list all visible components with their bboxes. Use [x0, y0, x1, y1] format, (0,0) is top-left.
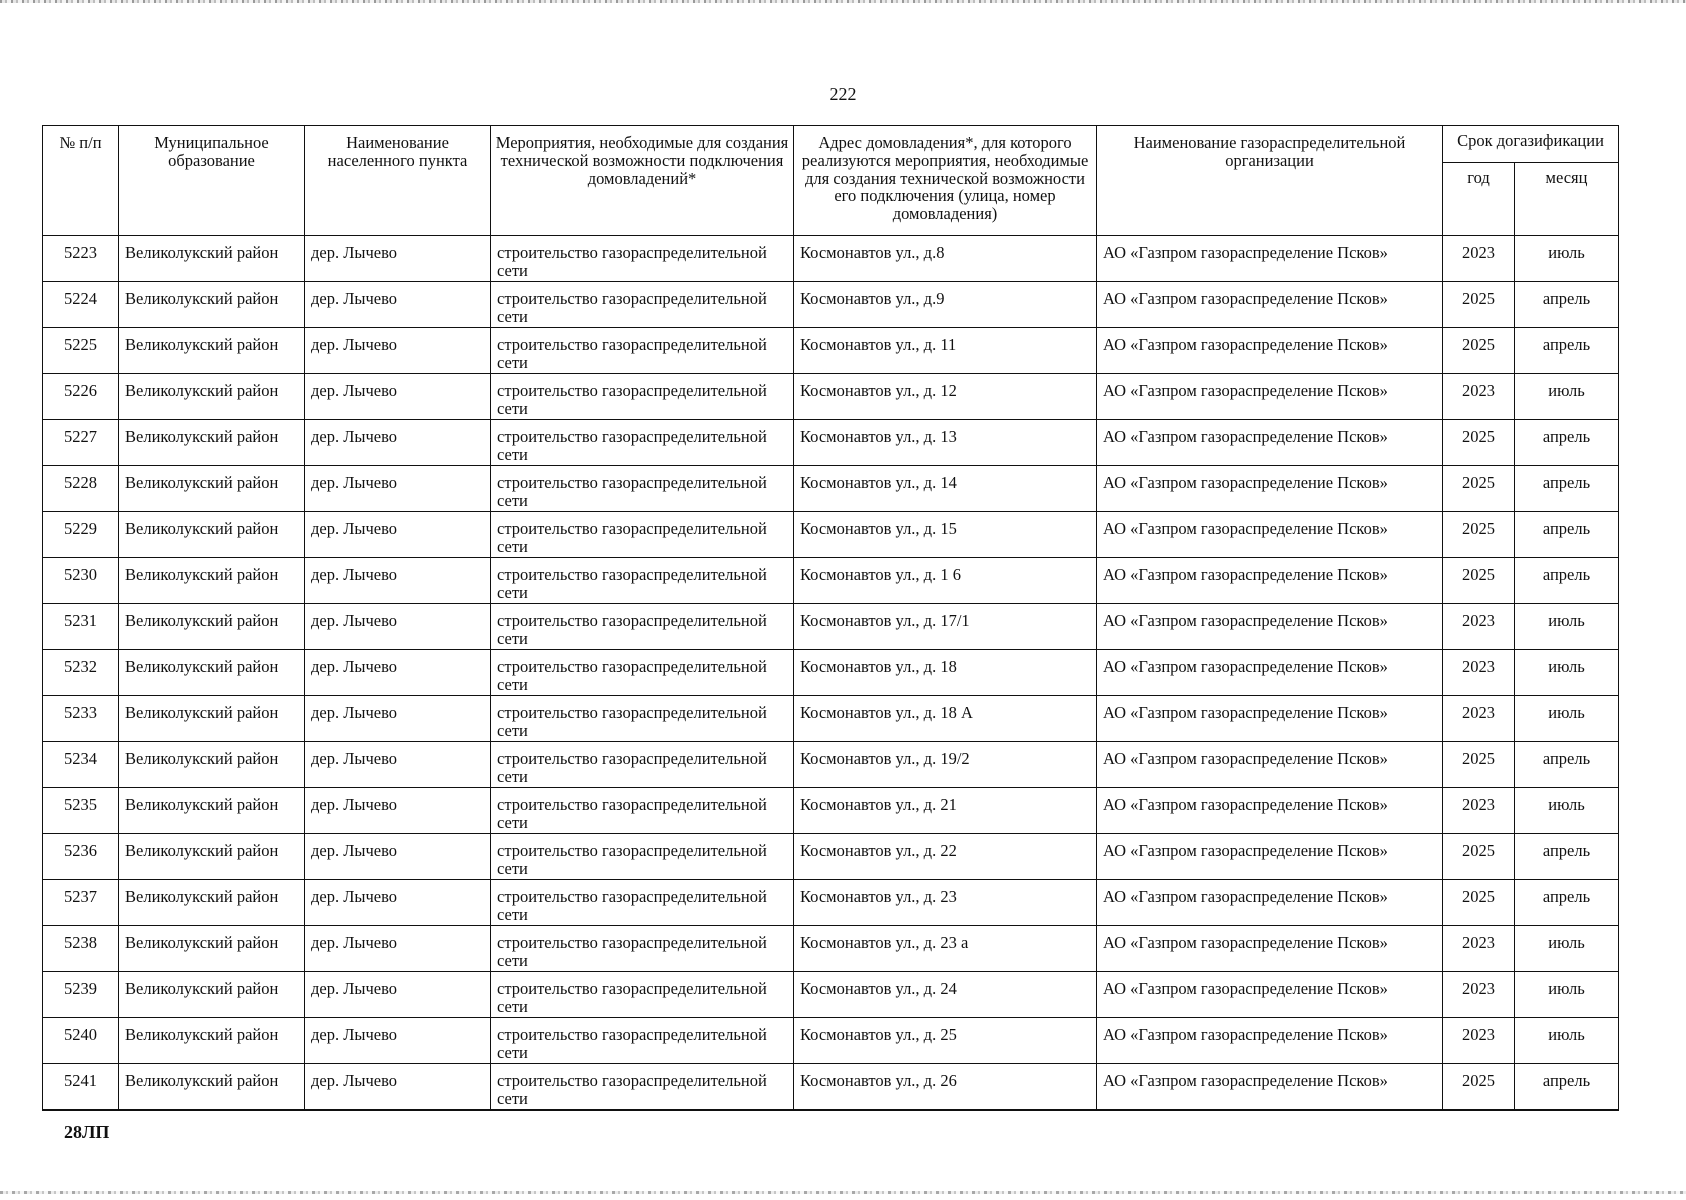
cell-municipality: Великолукский район — [119, 880, 305, 926]
cell-month: апрель — [1515, 880, 1619, 926]
cell-org: АО «Газпром газораспределение Псков» — [1097, 926, 1443, 972]
cell-year: 2025 — [1443, 512, 1515, 558]
cell-municipality: Великолукский район — [119, 834, 305, 880]
cell-settlement: дер. Лычево — [305, 604, 491, 650]
cell-address: Космонавтов ул., д.8 — [794, 236, 1097, 282]
cell-month: июль — [1515, 696, 1619, 742]
header-org: Наименование газораспределительной организации — [1097, 126, 1443, 236]
cell-num: 5231 — [43, 604, 119, 650]
header-row — [43, 126, 1619, 163]
cell-measure: строительство газораспределительной сети — [491, 236, 794, 282]
table-row — [43, 374, 1619, 420]
cell-settlement: дер. Лычево — [305, 1018, 491, 1064]
cell-month: апрель — [1515, 512, 1619, 558]
cell-municipality: Великолукский район — [119, 604, 305, 650]
cell-measure: строительство газораспределительной сети — [491, 650, 794, 696]
cell-year: 2023 — [1443, 972, 1515, 1018]
cell-settlement: дер. Лычево — [305, 466, 491, 512]
cell-num: 5236 — [43, 834, 119, 880]
table-row — [43, 512, 1619, 558]
cell-month: апрель — [1515, 558, 1619, 604]
header-num: № п/п — [43, 126, 119, 236]
cell-address: Космонавтов ул., д. 22 — [794, 834, 1097, 880]
cell-settlement: дер. Лычево — [305, 420, 491, 466]
table-row — [43, 1018, 1619, 1064]
table-row — [43, 1064, 1619, 1111]
cell-year: 2023 — [1443, 650, 1515, 696]
header-year: год — [1443, 163, 1515, 236]
cell-org: АО «Газпром газораспределение Псков» — [1097, 696, 1443, 742]
cell-measure: строительство газораспределительной сети — [491, 374, 794, 420]
cell-municipality: Великолукский район — [119, 558, 305, 604]
cell-year: 2023 — [1443, 788, 1515, 834]
table-row — [43, 282, 1619, 328]
table-row — [43, 742, 1619, 788]
cell-org: АО «Газпром газораспределение Псков» — [1097, 282, 1443, 328]
cell-org: АО «Газпром газораспределение Псков» — [1097, 604, 1443, 650]
cell-settlement: дер. Лычево — [305, 696, 491, 742]
cell-municipality: Великолукский район — [119, 282, 305, 328]
cell-num: 5233 — [43, 696, 119, 742]
cell-org: АО «Газпром газораспределение Псков» — [1097, 742, 1443, 788]
table-header — [43, 126, 1619, 236]
cell-measure: строительство газораспределительной сети — [491, 604, 794, 650]
cell-month: июль — [1515, 972, 1619, 1018]
cell-year: 2025 — [1443, 834, 1515, 880]
cell-num: 5235 — [43, 788, 119, 834]
cell-num: 5229 — [43, 512, 119, 558]
cell-measure: строительство газораспределительной сети — [491, 512, 794, 558]
cell-num: 5227 — [43, 420, 119, 466]
cell-municipality: Великолукский район — [119, 328, 305, 374]
cell-year: 2023 — [1443, 1018, 1515, 1064]
header-address: Адрес домовладения*, для которого реализуются мероприятия, необходимые для создания технической возможности его подключения (улица, номер домовладения) — [794, 126, 1097, 236]
cell-month: июль — [1515, 926, 1619, 972]
cell-measure: строительство газораспределительной сети — [491, 282, 794, 328]
cell-org: АО «Газпром газораспределение Псков» — [1097, 834, 1443, 880]
cell-month: апрель — [1515, 1064, 1619, 1111]
cell-municipality: Великолукский район — [119, 742, 305, 788]
cell-address: Космонавтов ул., д. 25 — [794, 1018, 1097, 1064]
cell-month: апрель — [1515, 834, 1619, 880]
cell-settlement: дер. Лычево — [305, 834, 491, 880]
table-row — [43, 834, 1619, 880]
cell-measure: строительство газораспределительной сети — [491, 328, 794, 374]
cell-settlement: дер. Лычево — [305, 650, 491, 696]
cell-org: АО «Газпром газораспределение Псков» — [1097, 466, 1443, 512]
cell-settlement: дер. Лычево — [305, 328, 491, 374]
gasification-table — [42, 125, 1619, 1111]
cell-year: 2023 — [1443, 236, 1515, 282]
cell-address: Космонавтов ул., д. 19/2 — [794, 742, 1097, 788]
cell-org: АО «Газпром газораспределение Псков» — [1097, 420, 1443, 466]
cell-year: 2023 — [1443, 374, 1515, 420]
table-row — [43, 466, 1619, 512]
cell-month: апрель — [1515, 328, 1619, 374]
scan-edge-top — [0, 0, 1686, 3]
cell-num: 5240 — [43, 1018, 119, 1064]
cell-measure: строительство газораспределительной сети — [491, 742, 794, 788]
cell-year: 2025 — [1443, 328, 1515, 374]
cell-address: Космонавтов ул., д.9 — [794, 282, 1097, 328]
cell-address: Космонавтов ул., д. 15 — [794, 512, 1097, 558]
cell-num: 5226 — [43, 374, 119, 420]
table-row — [43, 328, 1619, 374]
cell-month: июль — [1515, 236, 1619, 282]
cell-num: 5230 — [43, 558, 119, 604]
cell-settlement: дер. Лычево — [305, 374, 491, 420]
cell-address: Космонавтов ул., д. 11 — [794, 328, 1097, 374]
cell-year: 2023 — [1443, 696, 1515, 742]
cell-settlement: дер. Лычево — [305, 972, 491, 1018]
header-month: месяц — [1515, 163, 1619, 236]
cell-settlement: дер. Лычево — [305, 236, 491, 282]
cell-measure: строительство газораспределительной сети — [491, 1064, 794, 1111]
cell-num: 5232 — [43, 650, 119, 696]
cell-measure: строительство газораспределительной сети — [491, 788, 794, 834]
table-row — [43, 696, 1619, 742]
cell-measure: строительство газораспределительной сети — [491, 880, 794, 926]
cell-address: Космонавтов ул., д. 21 — [794, 788, 1097, 834]
cell-address: Космонавтов ул., д. 1 6 — [794, 558, 1097, 604]
cell-address: Космонавтов ул., д. 14 — [794, 466, 1097, 512]
cell-address: Космонавтов ул., д. 26 — [794, 1064, 1097, 1111]
cell-municipality: Великолукский район — [119, 972, 305, 1018]
cell-settlement: дер. Лычево — [305, 926, 491, 972]
cell-org: АО «Газпром газораспределение Псков» — [1097, 374, 1443, 420]
cell-month: апрель — [1515, 420, 1619, 466]
table-row — [43, 604, 1619, 650]
cell-num: 5234 — [43, 742, 119, 788]
cell-measure: строительство газораспределительной сети — [491, 972, 794, 1018]
table-row — [43, 558, 1619, 604]
cell-address: Космонавтов ул., д. 12 — [794, 374, 1097, 420]
cell-year: 2025 — [1443, 880, 1515, 926]
cell-measure: строительство газораспределительной сети — [491, 926, 794, 972]
cell-year: 2025 — [1443, 466, 1515, 512]
cell-month: июль — [1515, 604, 1619, 650]
table-row — [43, 972, 1619, 1018]
cell-month: апрель — [1515, 742, 1619, 788]
cell-address: Космонавтов ул., д. 23 а — [794, 926, 1097, 972]
cell-month: апрель — [1515, 466, 1619, 512]
cell-month: июль — [1515, 650, 1619, 696]
cell-year: 2023 — [1443, 604, 1515, 650]
cell-num: 5238 — [43, 926, 119, 972]
cell-municipality: Великолукский район — [119, 420, 305, 466]
cell-municipality: Великолукский район — [119, 650, 305, 696]
cell-num: 5239 — [43, 972, 119, 1018]
cell-municipality: Великолукский район — [119, 926, 305, 972]
cell-num: 5224 — [43, 282, 119, 328]
header-measures: Мероприятия, необходимые для создания технической возможности подключения домовладений* — [491, 126, 794, 236]
cell-address: Космонавтов ул., д. 23 — [794, 880, 1097, 926]
cell-year: 2025 — [1443, 1064, 1515, 1111]
cell-settlement: дер. Лычево — [305, 512, 491, 558]
cell-address: Космонавтов ул., д. 18 — [794, 650, 1097, 696]
cell-measure: строительство газораспределительной сети — [491, 558, 794, 604]
cell-settlement: дер. Лычево — [305, 282, 491, 328]
cell-settlement: дер. Лычево — [305, 558, 491, 604]
table-body — [43, 236, 1619, 1111]
table-row — [43, 788, 1619, 834]
footer-code: 28ЛП — [64, 1122, 110, 1142]
cell-settlement: дер. Лычево — [305, 788, 491, 834]
cell-year: 2025 — [1443, 282, 1515, 328]
cell-address: Космонавтов ул., д. 13 — [794, 420, 1097, 466]
cell-municipality: Великолукский район — [119, 788, 305, 834]
cell-num: 5223 — [43, 236, 119, 282]
cell-org: АО «Газпром газораспределение Псков» — [1097, 236, 1443, 282]
cell-month: апрель — [1515, 282, 1619, 328]
page-number: 222 — [829, 84, 857, 104]
cell-num: 5241 — [43, 1064, 119, 1111]
cell-municipality: Великолукский район — [119, 466, 305, 512]
cell-org: АО «Газпром газораспределение Псков» — [1097, 880, 1443, 926]
cell-address: Космонавтов ул., д. 17/1 — [794, 604, 1097, 650]
cell-municipality: Великолукский район — [119, 1018, 305, 1064]
cell-municipality: Великолукский район — [119, 236, 305, 282]
header-deadline: Срок догазификации — [1443, 126, 1619, 163]
cell-num: 5225 — [43, 328, 119, 374]
cell-org: АО «Газпром газораспределение Псков» — [1097, 972, 1443, 1018]
table-row — [43, 420, 1619, 466]
cell-municipality: Великолукский район — [119, 512, 305, 558]
cell-measure: строительство газораспределительной сети — [491, 1018, 794, 1064]
cell-month: июль — [1515, 788, 1619, 834]
cell-org: АО «Газпром газораспределение Псков» — [1097, 1064, 1443, 1111]
table-row — [43, 650, 1619, 696]
cell-settlement: дер. Лычево — [305, 880, 491, 926]
cell-year: 2025 — [1443, 420, 1515, 466]
cell-municipality: Великолукский район — [119, 1064, 305, 1111]
table-row — [43, 926, 1619, 972]
header-settlement: Наименование населенного пункта — [305, 126, 491, 236]
cell-org: АО «Газпром газораспределение Псков» — [1097, 558, 1443, 604]
cell-measure: строительство газораспределительной сети — [491, 466, 794, 512]
cell-measure: строительство газораспределительной сети — [491, 420, 794, 466]
cell-year: 2025 — [1443, 558, 1515, 604]
cell-org: АО «Газпром газораспределение Псков» — [1097, 650, 1443, 696]
cell-org: АО «Газпром газораспределение Псков» — [1097, 328, 1443, 374]
header-municipality: Муниципальное образование — [119, 126, 305, 236]
cell-num: 5228 — [43, 466, 119, 512]
table-row — [43, 236, 1619, 282]
cell-month: июль — [1515, 1018, 1619, 1064]
table-row — [43, 880, 1619, 926]
cell-org: АО «Газпром газораспределение Псков» — [1097, 788, 1443, 834]
cell-year: 2025 — [1443, 742, 1515, 788]
cell-municipality: Великолукский район — [119, 696, 305, 742]
cell-address: Космонавтов ул., д. 24 — [794, 972, 1097, 1018]
cell-settlement: дер. Лычево — [305, 742, 491, 788]
cell-municipality: Великолукский район — [119, 374, 305, 420]
cell-org: АО «Газпром газораспределение Псков» — [1097, 1018, 1443, 1064]
cell-measure: строительство газораспределительной сети — [491, 834, 794, 880]
cell-org: АО «Газпром газораспределение Псков» — [1097, 512, 1443, 558]
cell-measure: строительство газораспределительной сети — [491, 696, 794, 742]
cell-address: Космонавтов ул., д. 18 А — [794, 696, 1097, 742]
cell-num: 5237 — [43, 880, 119, 926]
cell-month: июль — [1515, 374, 1619, 420]
cell-year: 2023 — [1443, 926, 1515, 972]
scan-edge-bottom — [0, 1191, 1686, 1194]
cell-settlement: дер. Лычево — [305, 1064, 491, 1111]
